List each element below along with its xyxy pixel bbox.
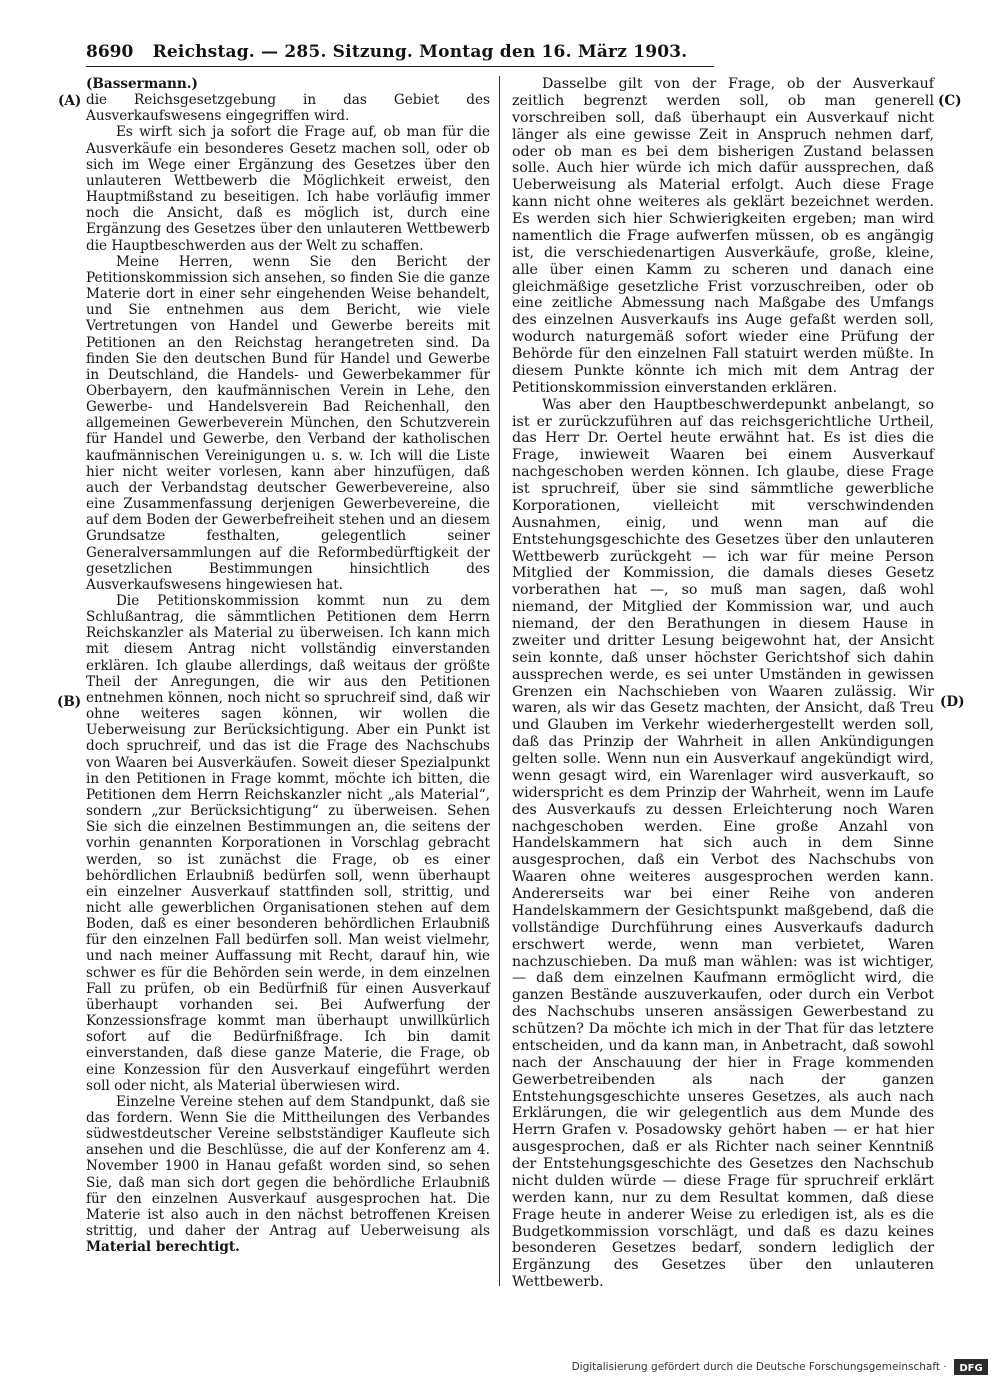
paragraph: die Reichsgesetzgebung in das Gebiet des Ausverkaufswesens eingegriffen wird.	[86, 92, 490, 125]
paragraph: Dasselbe gilt von der Frage, ob der Ausverkauf zeitlich begrenzt werden soll, ob man generell vorschreiben soll, daß überhaupt ein Ausverkauf nicht länger als eine gewisse Zeit in Anspruch nehmen darf, oder ob man es bei dem bisherigen Zustand belassen solle. Auch hier würde ich mich dafür aussprechen, daß Ueberweisung als Material erfolgt. Auch diese Frage kann nicht ohne weiteres als geklärt bezeichnet werden. Es werden sich hier Schwierigkeiten ergeben; man wird namentlich die Frage aufwerfen müssen, ob es angängig ist, die verschiedenartigen Ausverkäufe, große, kleine, alle über einen Kamm zu scheren und danach eine gleichmäßige gesetzliche Frist vorzuschreiben, oder ob eine zeitliche Abmessung nach Maßgabe des Umfangs des einzelnen Ausverkaufs ins Auge gefaßt werden soll, wodurch naturgemäß sofort wieder eine Prüfung der Behörde für den einzelnen Fall statuirt werden müßte. In diesem Punkte könnte ich mich mit dem Antrag der Petitionskommission einverstanden erklären.	[512, 76, 934, 396]
right-column	[512, 76, 934, 1291]
margin-marker-a: (A)	[58, 93, 82, 109]
paragraph: Meine Herren, wenn Sie den Bericht der Petitionskommission sich ansehen, so finden Sie die ganze Materie dort in einer sehr eingehenden Weise behandelt, und Sie entnehmen aus dem Bericht, wie viele Vertretungen von Handel und Gewerbe bereits mit Petitionen an den Reichstag herangetreten sind. Da finden Sie den deutschen Bund für Handel und Gewerbe in Deutschland, die Handels- und Gewerbekammer für Oberbayern, den kaufmännischen Verein in Lehe, den Gewerbe- und Handelsverein Bad Reichenhall, den allgemeinen Gewerbeverein München, den Schutzverein für Handel und Gewerbe, den Verband der katholischen kaufmännischen Vereinigungen u. s. w. Ich will die Liste hier nicht weiter vorlesen, kann aber hinzufügen, daß auch der Verbandstag deutscher Gewerbevereine, also eine Zusammenfassung derjenigen Gewerbevereine, die auf dem Boden der Gewerbefreiheit stehen und an diesem Grundsatze festhalten, gelegentlich seiner Generalversammlungen auf die Reformbedürftigkeit der gesetzlichen Bestimmungen hinsichtlich des Ausverkaufswesens hingewiesen hat.	[86, 253, 490, 593]
margin-marker-d: (D)	[940, 694, 965, 710]
dfg-logo	[954, 1359, 988, 1375]
paragraph-text: Die Petitionskommission kommt nun zu dem Schlußantrag, die sämmtlichen Petitionen dem Herrn Reichskanzler als Material zu überweisen. Ich kann mich mit diesem Antrag nicht vollständig einverstanden erklären. Ich glaube allerdings, daß weitaus der größte Theil der Anregungen, die wir aus den Petitionen entnehmen können, noch nicht so spruchreif sind, daß wir ohne weiteres sagen können, wir wollen die Ueberweisung zur Berücksichtigung. Aber	[86, 593, 490, 739]
speaker-name: (Bassermann.)	[86, 76, 198, 92]
header-title: Reichstag. — 285. Sitzung. Montag den 16. März 1903.	[152, 42, 688, 62]
paragraph-text: ein Punkt ist doch spruchreif, und das ist die Frage des Nachschubs von Waaren bei Ausverkäufen. Soweit dieser Spezialpunkt in den Petitionen in Frage kommt, möchte ich bitten, die Petitionen dem Herrn Reichskanzler nicht „als Material“, sondern „zur Berücksichtigung“ zu überweisen. Sehen Sie sich die einzelnen Bestimmungen an, die seitens der vorhin genannten Korporationen in Vorschlag gebracht werden, so ist zunächst die Frage, ob es einer behördlichen Erlaubniß bedürfen soll, wenn überhaupt ein einzelner Ausverkauf stattfinden soll, strittig, und nicht alle gewerblichen Organisationen stehen auf dem Boden, daß es einer besonderen behördlichen Erlaubniß für den einzelnen Fall bedürfen soll. Man weist vielmehr, und nach meiner Auffassung mit Recht, darauf hin, wie schwer es für die Behörden sein werde, in dem einzelnen Fall zu prüfen, ob ein Bedürfniß für einen Ausverkauf überhaupt vorhanden sei. Bei Aufwerfung der Konzessionsfrage kommt man überhaupt unwillkürlich sofort auf die Bedürfnißfrage. Ich bin damit einverstanden, daß diese ganze Materie, die Frage, ob eine Konzession für den Ausverkauf eingeführt werden soll oder nicht, als Material überwiesen wird.	[86, 722, 491, 1094]
page-number: 8690	[86, 42, 134, 62]
dfg-logo-text: DFG	[959, 1363, 983, 1374]
margin-marker-b: (B)	[57, 694, 82, 710]
margin-marker-c: (C)	[938, 93, 962, 109]
header-rule	[86, 66, 714, 67]
funding-notice: Digitalisierung gefördert durch die Deutsche Forschungsgemeinschaft ·	[571, 1361, 947, 1373]
footer	[572, 1359, 988, 1379]
column-divider	[499, 76, 500, 1286]
paragraph	[86, 1094, 490, 1256]
running-header	[86, 42, 714, 68]
paragraph-text: Einzelne Vereine stehen auf dem Standpunkt, daß sie das fordern. Wenn Sie die Mittheilungen des Verbandes südwestdeutscher Vereine selbstständiger Kaufleute sich ansehen und die Beschlüsse, die auf der Konferenz am 4. November 1900 in Hanau gefaßt worden sind, so sehen Sie, daß man sich dort gegen die behördliche Erlaubniß für den einzelnen Ausverkauf ausgesprochen hat. Die Materie ist also auch in den nächst betroffenen Kreisen strittig, und daher der Antrag auf Ueberweisung als	[86, 1093, 490, 1240]
left-column	[86, 76, 490, 1255]
paragraph: Es wirft sich ja sofort die Frage auf, ob man für die Ausverkäufe ein besonderes Gesetz machen soll, oder ob sich im Wege einer Ergänzung des Gesetzes über den unlauteren Wettbewerb die Möglichkeit erweist, den Hauptmißstand zu beseitigen. Ich habe vorläufig immer noch die Ansicht, daß es möglich ist, durch eine Ergänzung des Gesetzes über den unlauteren Wettbewerb die Hauptbeschwerden aus der Welt zu schaffen.	[86, 124, 490, 254]
paragraph: Was aber den Hauptbeschwerdepunkt anbelangt, so ist er zurückzuführen auf das reichsgerichtliche Urtheil, das Herr Dr. Oertel heute erwähnt hat. Es ist dies die Frage, inwieweit Waaren bei einem Ausverkauf nachgeschoben werden können. Ich glaube, diese Frage ist spruchreif, über sie sind sämmtliche gewerbliche Korporationen, vielleicht mit verschwindenden Ausnahmen, einig, und wenn man auf die Entstehungsgeschichte des Gesetzes über den unlauteren Wettbewerb zurückgeht — ich war für meine Person Mitglied der Kommission, die damals dieses Gesetz vorberathen hat —, so muß man sagen, daß wohl niemand, der Mitglied der Kommission war, und auch niemand, der den Berathungen in diesem Hause in zweiter und dritter Lesung beigewohnt hat, der Ansicht sein konnte, daß unser höchster Gerichtshof sich dahin aussprechen werde, es sei unter Umständen in gewissen Grenzen ein Nachschieben von Waaren zulässig. Wir waren, als wir das Gesetz machten, der Ansicht, daß Treu und Glauben im Verkehr wiederhergestellt werden soll, daß das Prinzip der Wahrheit in allen Ankündigungen gelten solle. Wenn nun ein Ausverkauf angekündigt wird, wenn gesagt wird, ein Warenlager wird ausverkauft, so widerspricht es dem Prinzip der Wahrheit, wenn im Laufe des Ausverkaufs zu dessen Erleichterung noch Waren nachgeschoben werden. Eine große Anzahl von Handelskammern hat sich auch in dem Sinne ausgesprochen, daß ein Verbot des Nachschubs von Waaren ohne weiteres ausgesprochen werden kann. Andererseits war bei einer Reihe von anderen Handelskammern der Gesichtspunkt maßgebend, daß die vollständige Durchführung eines Ausverkaufs dadurch erschwert werde, wenn man verbietet, Waren nachzuschieben. Da muß man wählen: was ist wichtiger, — daß dem einzelnen Kaufmann ermöglicht wird, die ganzen Bestände auszuverkaufen, oder durch ein Verbot des Nachschubs unseren ansässigen Gewerbestand zu schützen? Da möchte ich mich in der That für das letztere entscheiden, und da kann man, in Anbetracht, daß sowohl nach der Anschauung der hier in Frage kommenden Gewerbetreibenden als nach der ganzen Entstehungsgeschichte unseres Gesetzes, als auch nach Erklärungen, die wir gelegentlich aus dem Munde des Herrn Grafen v. Posadowsky gehört haben — er hat hier ausgesprochen, daß er als Richter nach seiner Kenntniß der Entstehungsgeschichte des Gesetzes den Nachschub nicht dulden würde — diese Frage für spruchreif erklärt werden kann, nur zu dem Resultat kommen, daß diese Frage heute in anderer Weise zu erledigen ist, als es die Budgetkommission vorschlägt, und daß es dazu keines besonderen Gesetzes bedarf, sondern lediglich der Ergänzung des Gesetzes über den unlauteren Wettbewerb.	[512, 396, 934, 1291]
closing-bold-text: Material berechtigt.	[86, 1239, 240, 1256]
paragraph	[86, 593, 490, 1094]
